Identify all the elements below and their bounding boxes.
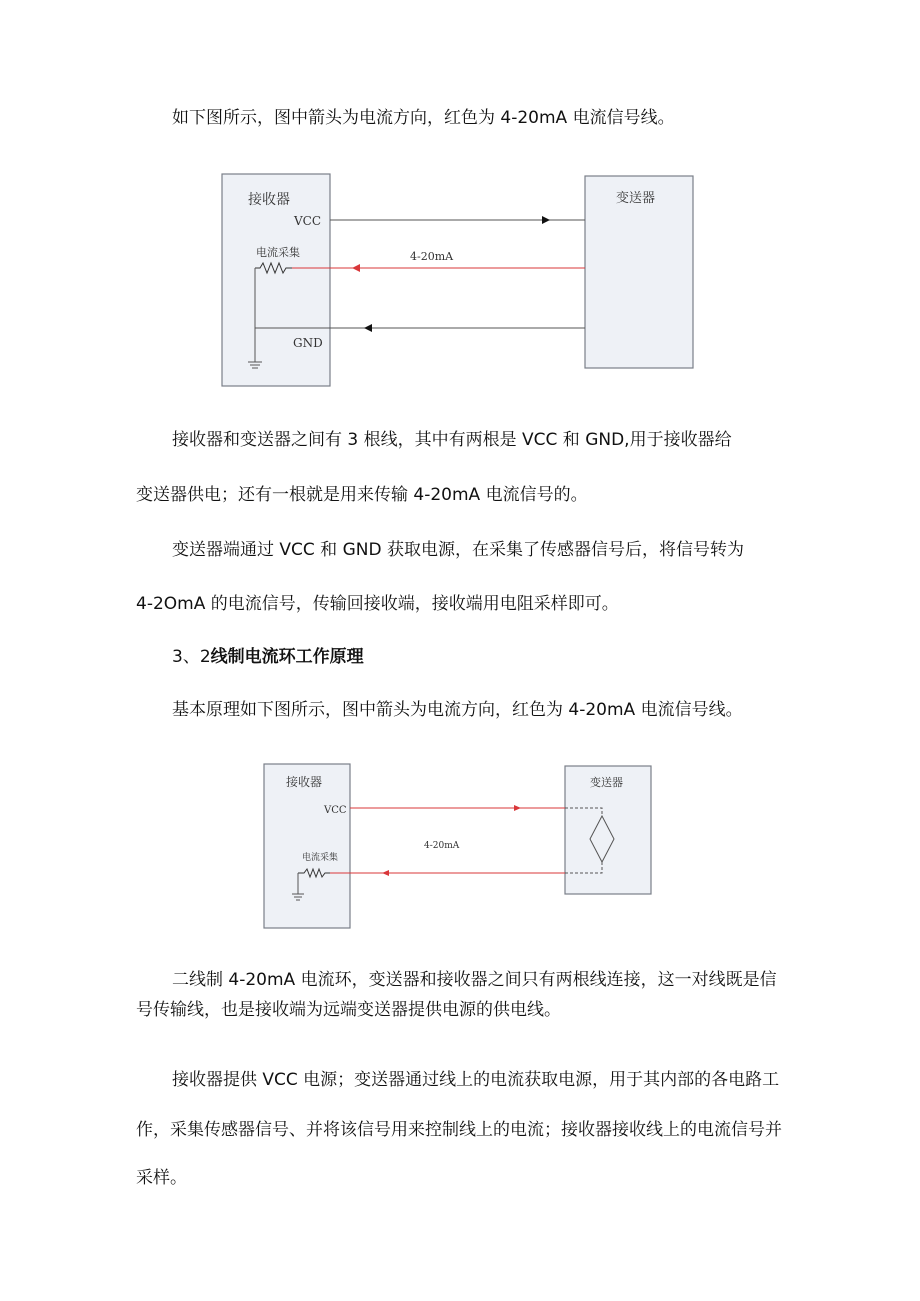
paragraph-4-line-3: 采样。: [136, 1168, 187, 1188]
gnd-arrow: [364, 324, 372, 332]
paragraph-1-line-1: 接收器和变送器之间有 3 根线，其中有两根是 VCC 和 GND,用于接收器给: [172, 430, 732, 450]
three-wire-diagram: [220, 172, 700, 390]
gnd-label: GND: [293, 336, 323, 350]
vcc-label: VCC: [294, 214, 322, 228]
sense-label: 电流采集: [302, 853, 339, 863]
section-number: 3、2: [172, 647, 211, 667]
signal-arrow: [352, 264, 360, 272]
paragraph-4-line-2: 作，采集传感器信号、并将该信号用来控制线上的电流；接收器接收线上的电流信号并: [136, 1120, 782, 1140]
vcc-arrow: [514, 805, 521, 811]
vcc-arrow: [542, 216, 550, 224]
sense-label: 电流采集: [256, 246, 300, 259]
paragraph-1-line-2: 变送器供电；还有一根就是用来传输 4-20mA 电流信号的。: [136, 485, 588, 505]
transmitter-label: 变送器: [590, 776, 623, 789]
intro-paragraph-2: 基本原理如下图所示，图中箭头为电流方向，红色为 4-20mA 电流信号线。: [172, 700, 743, 720]
paragraph-4-line-1: 接收器提供 VCC 电源；变送器通过线上的电流获取电源，用于其内部的各电路工: [172, 1070, 780, 1090]
signal-label: 4-20mA: [410, 250, 454, 263]
return-arrow: [382, 870, 389, 876]
section-title: 线制电流环工作原理: [210, 647, 364, 667]
paragraph-2-line-1: 变送器端通过 VCC 和 GND 获取电源，在采集了传感器信号后，将信号转为: [172, 540, 744, 560]
transmitter-label: 变送器: [616, 191, 656, 206]
paragraph-2-line-2: 4-2OmA 的电流信号，传输回接收端，接收端用电阻采样即可。: [136, 594, 619, 614]
paragraph-3-line-2: 号传输线，也是接收端为远端变送器提供电源的供电线。: [136, 1000, 561, 1020]
two-wire-diagram: [262, 762, 662, 932]
section-heading: [172, 647, 364, 667]
signal-label: 4-20mA: [424, 841, 460, 851]
receiver-label: 接收器: [248, 192, 290, 208]
receiver-label: 接收器: [286, 775, 323, 789]
paragraph-3-line-1: 二线制 4-20mA 电流环，变送器和接收器之间只有两根线连接，这一对线既是信: [172, 970, 777, 990]
intro-paragraph-1: 如下图所示，图中箭头为电流方向，红色为 4-20mA 电流信号线。: [172, 108, 675, 128]
vcc-label: VCC: [324, 805, 347, 816]
